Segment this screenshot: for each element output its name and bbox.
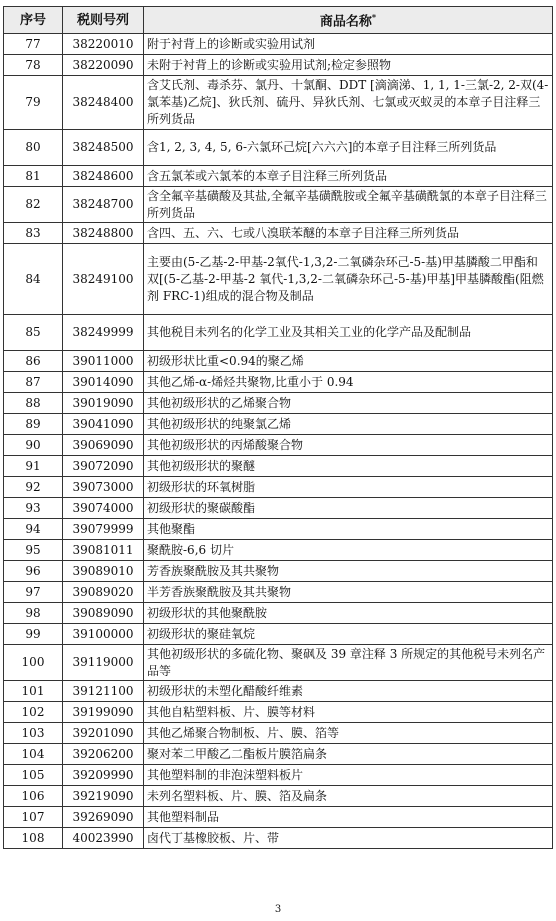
code-cell: 39073000 bbox=[63, 477, 144, 498]
name-cell: 其他塑料制品 bbox=[144, 807, 553, 828]
seq-cell: 102 bbox=[4, 702, 63, 723]
header-name-label: 商品名称 bbox=[319, 14, 372, 30]
table-row bbox=[4, 723, 553, 744]
seq-cell: 83 bbox=[4, 223, 63, 244]
seq-cell: 80 bbox=[4, 130, 63, 166]
table-row bbox=[4, 477, 553, 498]
seq-cell: 81 bbox=[4, 166, 63, 187]
code-cell: 39269090 bbox=[63, 807, 144, 828]
code-cell: 39209990 bbox=[63, 765, 144, 786]
name-cell: 半芳香族聚酰胺及其共聚物 bbox=[144, 582, 553, 603]
code-cell: 40023990 bbox=[63, 828, 144, 849]
table-row bbox=[4, 624, 553, 645]
header-code: 税则号列 bbox=[63, 7, 144, 34]
seq-cell: 78 bbox=[4, 55, 63, 76]
code-cell: 38220090 bbox=[63, 55, 144, 76]
code-cell: 39121100 bbox=[63, 681, 144, 702]
table-row bbox=[4, 744, 553, 765]
code-cell: 38220010 bbox=[63, 34, 144, 55]
table-row bbox=[4, 828, 553, 849]
header-name bbox=[144, 7, 553, 34]
seq-cell: 79 bbox=[4, 76, 63, 130]
code-cell: 39119000 bbox=[63, 645, 144, 681]
table-row bbox=[4, 130, 553, 166]
table-header-row bbox=[4, 7, 553, 34]
table-row bbox=[4, 244, 553, 315]
seq-cell: 87 bbox=[4, 372, 63, 393]
seq-cell: 86 bbox=[4, 351, 63, 372]
seq-cell: 104 bbox=[4, 744, 63, 765]
table-row bbox=[4, 786, 553, 807]
table-row bbox=[4, 807, 553, 828]
table-row bbox=[4, 561, 553, 582]
name-cell: 含艾氏剂、毒杀芬、氯丹、十氯酮、DDT [滴滴涕、1, 1, 1-三氯-2, 2-双(4-氯苯基)乙烷]、狄氏剂、硫丹、异狄氏剂、七氯或灭蚁灵的本章子目注释三所列货品 bbox=[144, 76, 553, 130]
code-cell: 39072090 bbox=[63, 456, 144, 477]
code-cell: 39079999 bbox=[63, 519, 144, 540]
name-cell: 聚酰胺-6,6 切片 bbox=[144, 540, 553, 561]
seq-cell: 84 bbox=[4, 244, 63, 315]
name-cell: 初级形状的其他聚酰胺 bbox=[144, 603, 553, 624]
name-cell: 含全氟辛基磺酸及其盐,全氟辛基磺酰胺或全氟辛基磺酰氯的本章子目注释三所列货品 bbox=[144, 187, 553, 223]
name-cell: 聚对苯二甲酸乙二酯板片膜箔扁条 bbox=[144, 744, 553, 765]
seq-cell: 106 bbox=[4, 786, 63, 807]
name-cell: 未列名塑料板、片、膜、箔及扁条 bbox=[144, 786, 553, 807]
name-cell: 芳香族聚酰胺及其共聚物 bbox=[144, 561, 553, 582]
name-cell: 其他初级形状的乙烯聚合物 bbox=[144, 393, 553, 414]
seq-cell: 77 bbox=[4, 34, 63, 55]
seq-cell: 107 bbox=[4, 807, 63, 828]
table-row bbox=[4, 55, 553, 76]
table-row bbox=[4, 540, 553, 561]
name-cell: 其他聚酯 bbox=[144, 519, 553, 540]
seq-cell: 108 bbox=[4, 828, 63, 849]
seq-cell: 93 bbox=[4, 498, 63, 519]
name-cell: 卤代丁基橡胶板、片、带 bbox=[144, 828, 553, 849]
code-cell: 38248700 bbox=[63, 187, 144, 223]
code-cell: 39011000 bbox=[63, 351, 144, 372]
code-cell: 39206200 bbox=[63, 744, 144, 765]
page-number: 3 bbox=[274, 904, 282, 915]
code-cell: 39019090 bbox=[63, 393, 144, 414]
table-row bbox=[4, 498, 553, 519]
code-cell: 39081011 bbox=[63, 540, 144, 561]
name-cell: 主要由(5-乙基-2-甲基-2氧代-1,3,2-二氧磷杂环己-5-基)甲基膦酸二甲酯和双[(5-乙基-2-甲基-2 氧代-1,3,2-二氧磷杂环己-5-基)甲基]甲基膦酸酯(阻燃剂 FRC-1)组成的混合物及制品 bbox=[144, 244, 553, 315]
name-cell: 含五氯苯或六氯苯的本章子目注释三所列货品 bbox=[144, 166, 553, 187]
name-cell: 其他自粘塑料板、片、膜等材料 bbox=[144, 702, 553, 723]
code-cell: 39074000 bbox=[63, 498, 144, 519]
seq-cell: 95 bbox=[4, 540, 63, 561]
code-cell: 38249100 bbox=[63, 244, 144, 315]
name-cell: 其他乙烯-α-烯烃共聚物,比重小于 0.94 bbox=[144, 372, 553, 393]
code-cell: 38248800 bbox=[63, 223, 144, 244]
code-cell: 38248600 bbox=[63, 166, 144, 187]
header-name-note: * bbox=[371, 12, 377, 23]
name-cell: 其他初级形状的丙烯酸聚合物 bbox=[144, 435, 553, 456]
code-cell: 38248400 bbox=[63, 76, 144, 130]
table-row bbox=[4, 372, 553, 393]
seq-cell: 85 bbox=[4, 315, 63, 351]
name-cell: 附于衬背上的诊断或实验用试剂 bbox=[144, 34, 553, 55]
seq-cell: 100 bbox=[4, 645, 63, 681]
seq-cell: 90 bbox=[4, 435, 63, 456]
seq-cell: 105 bbox=[4, 765, 63, 786]
table-row bbox=[4, 414, 553, 435]
seq-cell: 89 bbox=[4, 414, 63, 435]
table-row bbox=[4, 351, 553, 372]
seq-cell: 101 bbox=[4, 681, 63, 702]
code-cell: 39089020 bbox=[63, 582, 144, 603]
table-row bbox=[4, 645, 553, 681]
name-cell: 其他税目未列名的化学工业及其相关工业的化学产品及配制品 bbox=[144, 315, 553, 351]
table-row bbox=[4, 315, 553, 351]
name-cell: 含四、五、六、七或八溴联苯醚的本章子目注释三所列货品 bbox=[144, 223, 553, 244]
seq-cell: 96 bbox=[4, 561, 63, 582]
code-cell: 38249999 bbox=[63, 315, 144, 351]
code-cell: 39014090 bbox=[63, 372, 144, 393]
seq-cell: 97 bbox=[4, 582, 63, 603]
table-body bbox=[4, 34, 553, 849]
table-row bbox=[4, 702, 553, 723]
name-cell: 初级形状比重<0.94的聚乙烯 bbox=[144, 351, 553, 372]
table-row bbox=[4, 681, 553, 702]
seq-cell: 99 bbox=[4, 624, 63, 645]
code-cell: 39219090 bbox=[63, 786, 144, 807]
name-cell: 未附于衬背上的诊断或实验用试剂;检定参照物 bbox=[144, 55, 553, 76]
table-row bbox=[4, 603, 553, 624]
name-cell: 其他乙烯聚合物制板、片、膜、箔等 bbox=[144, 723, 553, 744]
seq-cell: 82 bbox=[4, 187, 63, 223]
table-row bbox=[4, 765, 553, 786]
seq-cell: 91 bbox=[4, 456, 63, 477]
table-row bbox=[4, 76, 553, 130]
code-cell: 39089090 bbox=[63, 603, 144, 624]
code-cell: 39199090 bbox=[63, 702, 144, 723]
table-row bbox=[4, 456, 553, 477]
seq-cell: 92 bbox=[4, 477, 63, 498]
seq-cell: 98 bbox=[4, 603, 63, 624]
table-row bbox=[4, 166, 553, 187]
header-seq: 序号 bbox=[4, 7, 63, 34]
seq-cell: 103 bbox=[4, 723, 63, 744]
code-cell: 39041090 bbox=[63, 414, 144, 435]
name-cell: 其他塑料制的非泡沫塑料板片 bbox=[144, 765, 553, 786]
code-cell: 39201090 bbox=[63, 723, 144, 744]
table-row bbox=[4, 582, 553, 603]
seq-cell: 94 bbox=[4, 519, 63, 540]
code-cell: 39069090 bbox=[63, 435, 144, 456]
code-cell: 39100000 bbox=[63, 624, 144, 645]
code-cell: 39089010 bbox=[63, 561, 144, 582]
code-cell: 38248500 bbox=[63, 130, 144, 166]
name-cell: 其他初级形状的聚醚 bbox=[144, 456, 553, 477]
table-row bbox=[4, 187, 553, 223]
table-row bbox=[4, 223, 553, 244]
name-cell: 初级形状的聚硅氧烷 bbox=[144, 624, 553, 645]
name-cell: 其他初级形状的多硫化物、聚砜及 39 章注释 3 所规定的其他税号未列名产品等 bbox=[144, 645, 553, 681]
name-cell: 含1, 2, 3, 4, 5, 6-六氯环己烷[六六六]的本章子目注释三所列货品 bbox=[144, 130, 553, 166]
name-cell: 初级形状的未塑化醋酸纤维素 bbox=[144, 681, 553, 702]
name-cell: 初级形状的环氧树脂 bbox=[144, 477, 553, 498]
table-row bbox=[4, 519, 553, 540]
table-row bbox=[4, 393, 553, 414]
name-cell: 初级形状的聚碳酸酯 bbox=[144, 498, 553, 519]
seq-cell: 88 bbox=[4, 393, 63, 414]
table-row bbox=[4, 435, 553, 456]
tariff-table bbox=[3, 6, 553, 849]
table-row bbox=[4, 34, 553, 55]
name-cell: 其他初级形状的纯聚氯乙烯 bbox=[144, 414, 553, 435]
